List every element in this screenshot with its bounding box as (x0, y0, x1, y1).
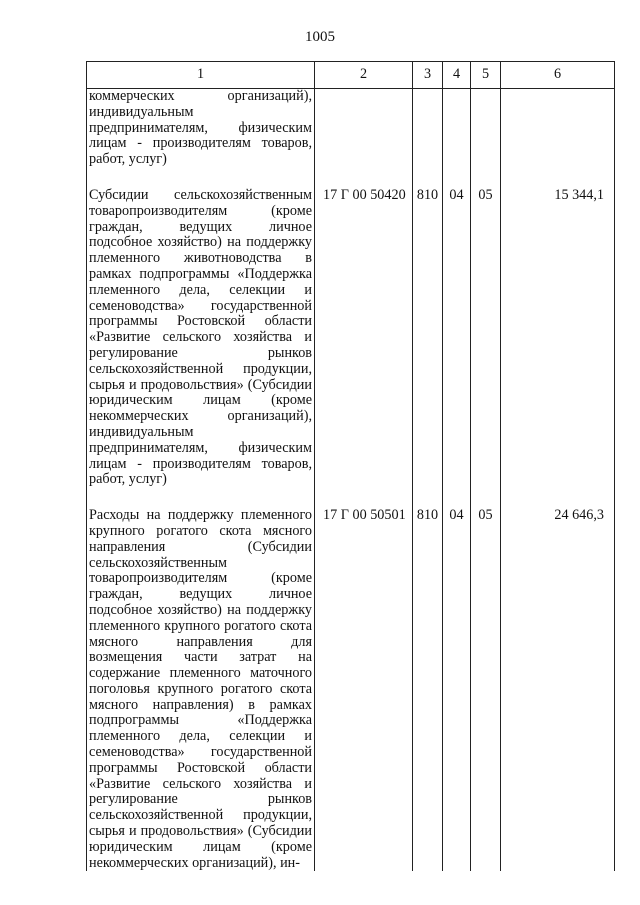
column-header-6: 6 (501, 62, 615, 89)
row-spacer (87, 488, 615, 508)
row-grbs: 810 (413, 508, 443, 871)
column-header-3: 3 (413, 62, 443, 89)
table-header-row (87, 62, 615, 89)
budget-table (86, 61, 615, 871)
column-header-2: 2 (315, 62, 413, 89)
row-target-code (315, 89, 413, 168)
row-target-code: 17 Г 00 50501 (315, 508, 413, 871)
page-number: 1005 (305, 29, 335, 45)
row-amount: 15 344,1 (501, 188, 615, 488)
row-spacer (87, 168, 615, 188)
row-description: Расходы на поддержку племенного крупного рогатого скота мясного направления (Субсидии сельскохозяйственным товаропроизводителям (кроме граждан, ведущих личное подсобное хозяйство) на поддержку племенного крупного рогатого скота мясного направления для возмещения части затрат на содержание племенного маточного поголовья крупного рогатого скота мясного направления) в рамках подпрограммы «Поддержка племенного дела, селекции и семеноводства» государственной программы Ростовской области «Развитие сельского хозяйства и регулирование рынков сельскохозяйственной продукции, сырья и продовольствия» (Субсидии юридическим лицам (кроме некоммерческих организаций), ин- (87, 508, 315, 871)
row-amount (501, 89, 615, 168)
row-subsection (471, 89, 501, 168)
table-row (87, 188, 615, 488)
column-header-5: 5 (471, 62, 501, 89)
row-grbs: 810 (413, 188, 443, 488)
row-section (443, 89, 471, 168)
row-subsection: 05 (471, 188, 501, 488)
column-header-4: 4 (443, 62, 471, 89)
row-target-code: 17 Г 00 50420 (315, 188, 413, 488)
row-amount: 24 646,3 (501, 508, 615, 871)
row-description: Субсидии сельскохозяйственным товаропроизводителям (кроме граждан, ведущих личное подсобное хозяйство) на поддержку племенного животноводства в рамках подпрограммы «Поддержка племенного дела, селекции и семеноводства» государственной программы Ростовской области «Развитие сельского хозяйства и регулирование рынков сельскохозяйственной продукции, сырья и продовольствия» (Субсидии юридическим лицам (кроме некоммерческих организаций), индивидуальным предпринимателям, физическим лицам - производителям товаров, работ, услуг) (87, 188, 315, 488)
row-subsection: 05 (471, 508, 501, 871)
row-grbs (413, 89, 443, 168)
row-section: 04 (443, 188, 471, 488)
row-description: коммерческих организаций), индивидуальным предпринимателям, физическим лицам - производителям товаров, работ, услуг) (87, 89, 315, 168)
table-row (87, 508, 615, 871)
row-section: 04 (443, 508, 471, 871)
column-header-1: 1 (87, 62, 315, 89)
table-row (87, 89, 615, 168)
